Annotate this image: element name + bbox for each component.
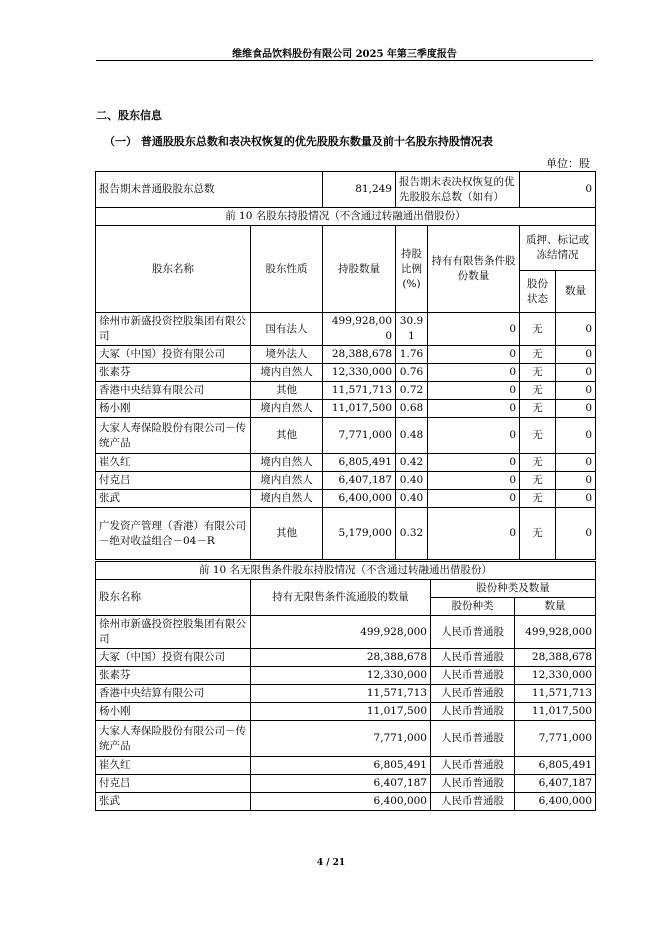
cell-qty: 6,407,187 <box>323 472 396 490</box>
cell-name: 张素芬 <box>96 667 251 685</box>
cell-name: 杨小刚 <box>96 400 251 418</box>
table-row <box>96 400 596 418</box>
cell-nature: 其他 <box>251 382 323 400</box>
cell-name: 广发资产管理（香港）有限公司－绝对收益组合－04－R <box>96 508 251 560</box>
cell-nature: 其他 <box>251 508 323 560</box>
cell-nature: 境内自然人 <box>251 364 323 382</box>
cell-pledge-qty: 0 <box>556 382 596 400</box>
table-row <box>96 703 596 721</box>
cell-name: 付克吕 <box>96 472 251 490</box>
cell-qty: 12,330,000 <box>251 667 431 685</box>
cell-qty: 11,571,713 <box>251 685 431 703</box>
cell-pledge-state: 无 <box>520 418 556 454</box>
table-row <box>96 313 596 346</box>
table-row <box>96 685 596 703</box>
page-number: 4 / 21 <box>316 858 346 868</box>
cell-ratio: 0.72 <box>396 382 428 400</box>
cell-name: 香港中央结算有限公司 <box>96 382 251 400</box>
cell-type: 人民币普通股 <box>431 793 515 811</box>
table-row <box>96 418 596 454</box>
col-header-pledge-state: 股份状态 <box>520 271 556 313</box>
cell-amount: 6,805,491 <box>515 757 596 775</box>
cell-qty: 12,330,000 <box>323 364 396 382</box>
unit-label: 单位：股 <box>546 157 590 170</box>
cell-pledge-state: 无 <box>520 400 556 418</box>
cell-restricted: 0 <box>428 364 520 382</box>
col-header-amount: 数量 <box>515 598 596 616</box>
table-row <box>96 721 596 757</box>
cell-qty: 28,388,678 <box>251 649 431 667</box>
cell-qty: 6,400,000 <box>251 793 431 811</box>
cell-name: 张武 <box>96 490 251 508</box>
cell-name: 张素芬 <box>96 364 251 382</box>
cell-restricted: 0 <box>428 313 520 346</box>
table-row <box>96 793 596 811</box>
subsection-title: （一） 普通股股东总数和表决权恢复的优先股股东数量及前十名股东持股情况表 <box>104 135 493 148</box>
shareholder-table <box>95 171 596 560</box>
cell-restricted: 0 <box>428 508 520 560</box>
table-row <box>96 472 596 490</box>
col-header-nature: 股东性质 <box>251 226 323 313</box>
cell-qty: 28,388,678 <box>323 346 396 364</box>
cell-qty: 5,179,000 <box>323 508 396 560</box>
table-row <box>96 508 596 560</box>
table-row <box>96 490 596 508</box>
cell-ratio: 0.48 <box>396 418 428 454</box>
cell-name: 徐州市新盛投资控股集团有限公司 <box>96 616 251 649</box>
cell-pledge-state: 无 <box>520 364 556 382</box>
table-row <box>96 649 596 667</box>
col-header-type: 股份种类 <box>431 598 515 616</box>
cell-restricted: 0 <box>428 472 520 490</box>
cell-qty: 6,407,187 <box>251 775 431 793</box>
cell-restricted: 0 <box>428 490 520 508</box>
col-header-type-group: 股份种类及数量 <box>431 580 596 598</box>
pref-holders-value: 0 <box>520 172 596 208</box>
cell-ratio: 30.91 <box>396 313 428 346</box>
cell-name: 大冢（中国）投资有限公司 <box>96 649 251 667</box>
top10-caption-row <box>96 208 596 226</box>
cell-amount: 6,407,187 <box>515 775 596 793</box>
cell-amount: 6,400,000 <box>515 793 596 811</box>
cell-nature: 其他 <box>251 418 323 454</box>
cell-ratio: 0.40 <box>396 472 428 490</box>
cell-restricted: 0 <box>428 382 520 400</box>
col-header-ratio: 持股比例(%) <box>396 226 428 313</box>
cell-pledge-state: 无 <box>520 346 556 364</box>
cell-pledge-qty: 0 <box>556 472 596 490</box>
col-header-pledge-qty: 数量 <box>556 271 596 313</box>
cell-name: 付克吕 <box>96 775 251 793</box>
cell-name: 香港中央结算有限公司 <box>96 685 251 703</box>
top10-caption: 前 10 名股东持股情况（不含通过转融通出借股份） <box>96 208 596 226</box>
top10-header-row <box>96 226 596 271</box>
cell-name: 崔久红 <box>96 454 251 472</box>
cell-name: 杨小刚 <box>96 703 251 721</box>
cell-type: 人民币普通股 <box>431 721 515 757</box>
col-header-qty: 持股数量 <box>323 226 396 313</box>
cell-pledge-qty: 0 <box>556 454 596 472</box>
cell-qty: 11,017,500 <box>323 400 396 418</box>
total-holders-label: 报告期末普通股股东总数 <box>96 172 323 208</box>
col-header-restricted: 持有有限售条件股份数量 <box>428 226 520 313</box>
cell-ratio: 0.42 <box>396 454 428 472</box>
cell-name: 大冢（中国）投资有限公司 <box>96 346 251 364</box>
table-row <box>96 775 596 793</box>
cell-nature: 境内自然人 <box>251 400 323 418</box>
summary-row <box>96 172 596 208</box>
cell-qty: 6,400,000 <box>323 490 396 508</box>
cell-nature: 国有法人 <box>251 313 323 346</box>
table-row <box>96 616 596 649</box>
cell-restricted: 0 <box>428 346 520 364</box>
table-row <box>96 667 596 685</box>
col-header-pledge: 质押、标记或冻结情况 <box>520 226 596 271</box>
cell-pledge-qty: 0 <box>556 313 596 346</box>
section-title: 二、股东信息 <box>96 109 162 122</box>
table-row <box>96 346 596 364</box>
cell-amount: 11,571,713 <box>515 685 596 703</box>
cell-pledge-qty: 0 <box>556 418 596 454</box>
total-holders-value: 81,249 <box>323 172 396 208</box>
cell-pledge-qty: 0 <box>556 508 596 560</box>
cell-qty: 7,771,000 <box>323 418 396 454</box>
table-row <box>96 364 596 382</box>
cell-name: 崔久红 <box>96 757 251 775</box>
cell-amount: 28,388,678 <box>515 649 596 667</box>
cell-type: 人民币普通股 <box>431 649 515 667</box>
cell-name: 张武 <box>96 793 251 811</box>
cell-ratio: 1.76 <box>396 346 428 364</box>
cell-ratio: 0.40 <box>396 490 428 508</box>
cell-pledge-state: 无 <box>520 454 556 472</box>
cell-restricted: 0 <box>428 454 520 472</box>
cell-amount: 12,330,000 <box>515 667 596 685</box>
table-row <box>96 757 596 775</box>
cell-type: 人民币普通股 <box>431 703 515 721</box>
cell-qty: 11,571,713 <box>323 382 396 400</box>
cell-pledge-qty: 0 <box>556 364 596 382</box>
cell-pledge-state: 无 <box>520 472 556 490</box>
cell-type: 人民币普通股 <box>431 775 515 793</box>
cell-pledge-qty: 0 <box>556 490 596 508</box>
cell-ratio: 0.32 <box>396 508 428 560</box>
cell-nature: 境外法人 <box>251 346 323 364</box>
unrestricted-caption: 前 10 名无限售条件股东持股情况（不含通过转融通出借股份） <box>96 562 596 580</box>
cell-restricted: 0 <box>428 400 520 418</box>
pref-holders-label: 报告期末表决权恢复的优先股股东总数（如有） <box>396 172 520 208</box>
unrestricted-header-row <box>96 580 596 598</box>
cell-qty: 499,928,000 <box>323 313 396 346</box>
cell-pledge-state: 无 <box>520 508 556 560</box>
col-header-name: 股东名称 <box>96 226 251 313</box>
cell-type: 人民币普通股 <box>431 616 515 649</box>
unrestricted-table <box>95 561 596 811</box>
cell-type: 人民币普通股 <box>431 685 515 703</box>
cell-name: 大家人寿保险股份有限公司－传统产品 <box>96 721 251 757</box>
cell-amount: 11,017,500 <box>515 703 596 721</box>
table-row <box>96 382 596 400</box>
cell-name: 大家人寿保险股份有限公司－传统产品 <box>96 418 251 454</box>
cell-pledge-qty: 0 <box>556 346 596 364</box>
cell-qty: 11,017,500 <box>251 703 431 721</box>
cell-qty: 7,771,000 <box>251 721 431 757</box>
cell-type: 人民币普通股 <box>431 757 515 775</box>
col-header-name: 股东名称 <box>96 580 251 616</box>
cell-qty: 6,805,491 <box>251 757 431 775</box>
report-header: 维维食品饮料股份有限公司 2025 年第三季度报告 <box>232 49 457 60</box>
cell-nature: 境内自然人 <box>251 472 323 490</box>
cell-nature: 境内自然人 <box>251 454 323 472</box>
cell-pledge-state: 无 <box>520 382 556 400</box>
cell-amount: 7,771,000 <box>515 721 596 757</box>
unrestricted-caption-row <box>96 562 596 580</box>
cell-restricted: 0 <box>428 418 520 454</box>
cell-qty: 6,805,491 <box>323 454 396 472</box>
cell-qty: 499,928,000 <box>251 616 431 649</box>
cell-pledge-state: 无 <box>520 490 556 508</box>
cell-pledge-qty: 0 <box>556 400 596 418</box>
cell-pledge-state: 无 <box>520 313 556 346</box>
cell-amount: 499,928,000 <box>515 616 596 649</box>
cell-nature: 境内自然人 <box>251 490 323 508</box>
col-header-unrestricted-qty: 持有无限售条件流通股的数量 <box>251 580 431 616</box>
cell-name: 徐州市新盛投资控股集团有限公司 <box>96 313 251 346</box>
header-divider <box>96 60 593 61</box>
table-row <box>96 454 596 472</box>
cell-ratio: 0.68 <box>396 400 428 418</box>
cell-ratio: 0.76 <box>396 364 428 382</box>
cell-type: 人民币普通股 <box>431 667 515 685</box>
